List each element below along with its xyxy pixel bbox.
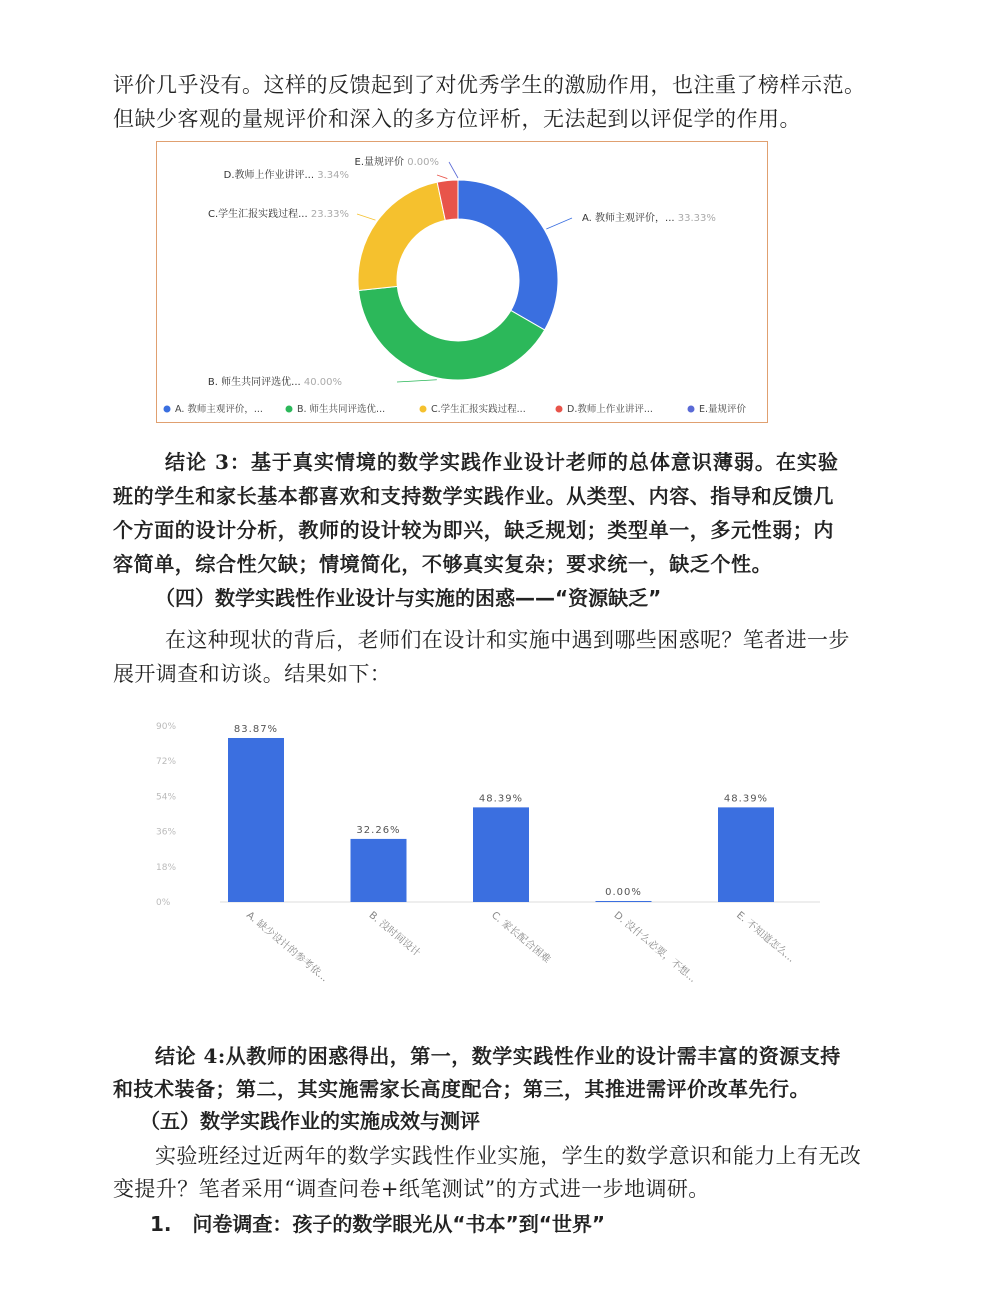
body-text-line: 实验班经过近两年的数学实践性作业实施，学生的数学意识和能力上有无改 [155,1144,862,1168]
y-tick-label: 0% [156,898,171,908]
donut-leader-line [357,214,375,220]
bar-category-label-c: C. 家长配合困难 [489,909,553,966]
bar-d [596,901,652,902]
bar-a [228,738,284,902]
legend-marker-b [286,406,293,413]
donut-leader-line [449,162,458,178]
list-item-1: 1. 问卷调查：孩子的数学眼光从“书本”到“世界” [150,1212,605,1236]
bar-chart [140,706,840,1026]
legend-item-e[interactable]: E.量规评价 [699,404,747,415]
conclusion-4-line: 结论 4:从教师的困惑得出，第一，数学实践性作业的设计需丰富的资源支持 [155,1044,841,1068]
y-tick-label: 72% [156,757,177,768]
conclusion-3-line: 个方面的设计分析，教师的设计较为即兴，缺乏规划；类型单一，多元性弱；内 [113,518,834,542]
bar-value-label-c: 48.39% [478,793,524,805]
legend-marker-d [556,406,563,413]
legend-item-b[interactable]: B. 师生共同评选优... [297,404,386,415]
donut-leader-line [397,380,437,382]
donut-leader-line [546,218,572,229]
donut-label-d: D.教师上作业讲评... 3.34% [223,170,349,181]
bar-category-label-d: D. 没什么必要，不想... [611,909,698,985]
bar-category-label-e: E. 不知道怎么... [734,909,797,965]
y-tick-label: 90% [156,722,177,732]
legend-marker-c [420,406,427,413]
donut-label-e: E.量规评价 0.00% [354,157,439,168]
donut-label-b: B. 师生共同评选优... 40.00% [207,377,342,388]
bar-value-label-e: 48.39% [723,793,769,805]
legend-item-d[interactable]: D.教师上作业讲评... [567,404,653,415]
body-text-line: 但缺少客观的量规评价和深入的多方位评析，无法起到以评促学的作用。 [113,107,801,131]
donut-slice-c [358,182,445,290]
legend-marker-a [164,406,171,413]
donut-chart [157,142,766,421]
conclusion-3-line: 班的学生和家长基本都喜欢和支持数学实践作业。从类型、内容、指导和反馈几 [113,484,834,508]
bar-category-label-a: A. 缺少设计的参考依... [244,909,330,985]
donut-label-a: A. 教师主观评价，... 33.33% [582,213,716,224]
donut-chart-frame [156,141,768,423]
legend-item-a[interactable]: A. 教师主观评价，... [175,404,263,415]
section-5-heading: （五）数学实践作业的实施成效与测评 [140,1109,480,1133]
bar-category-label-b: B. 没时间设计 [366,909,423,959]
body-text-line: 评价几乎没有。这样的反馈起到了对优秀学生的激励作用，也注重了榜样示范。 [113,73,866,97]
body-text-line: 在这种现状的背后，老师们在设计和实施中遇到哪些困惑呢？笔者进一步 [165,628,850,652]
bar-c [473,807,529,902]
bar-value-label-b: 32.26% [356,824,401,836]
conclusion-4-line: 和技术装备；第二，其实施需家长高度配合；第三，其推进需评价改革先行。 [113,1077,810,1101]
y-tick-label: 54% [156,792,177,803]
y-tick-label: 36% [156,827,177,838]
donut-slice-a [458,180,558,330]
bar-b [351,839,407,902]
bar-value-label-a: 83.87% [233,723,279,735]
body-text-line: 变提升？笔者采用“调查问卷+纸笔测试”的方式进一步地调研。 [113,1177,710,1201]
bar-value-label-d: 0.00% [605,887,642,898]
legend-marker-e [688,406,695,413]
bar-chart-frame [140,706,840,1026]
legend-item-c[interactable]: C.学生汇报实践过程... [431,404,526,415]
conclusion-3-line: 容简单，综合性欠缺；情境简化，不够真实复杂；要求统一，缺乏个性。 [113,552,773,576]
bar-e [718,807,774,902]
y-tick-label: 18% [156,862,177,873]
body-text-line: 展开调查和访谈。结果如下： [113,662,392,686]
donut-leader-line [437,175,447,179]
section-4-heading: （四）数学实践性作业设计与实施的困惑——“资源缺乏” [155,586,662,610]
donut-label-c: C.学生汇报实践过程... 23.33% [207,209,349,220]
conclusion-3-line: 结论 3：基于真实情境的数学实践作业设计老师的总体意识薄弱。在实验 [165,450,839,474]
